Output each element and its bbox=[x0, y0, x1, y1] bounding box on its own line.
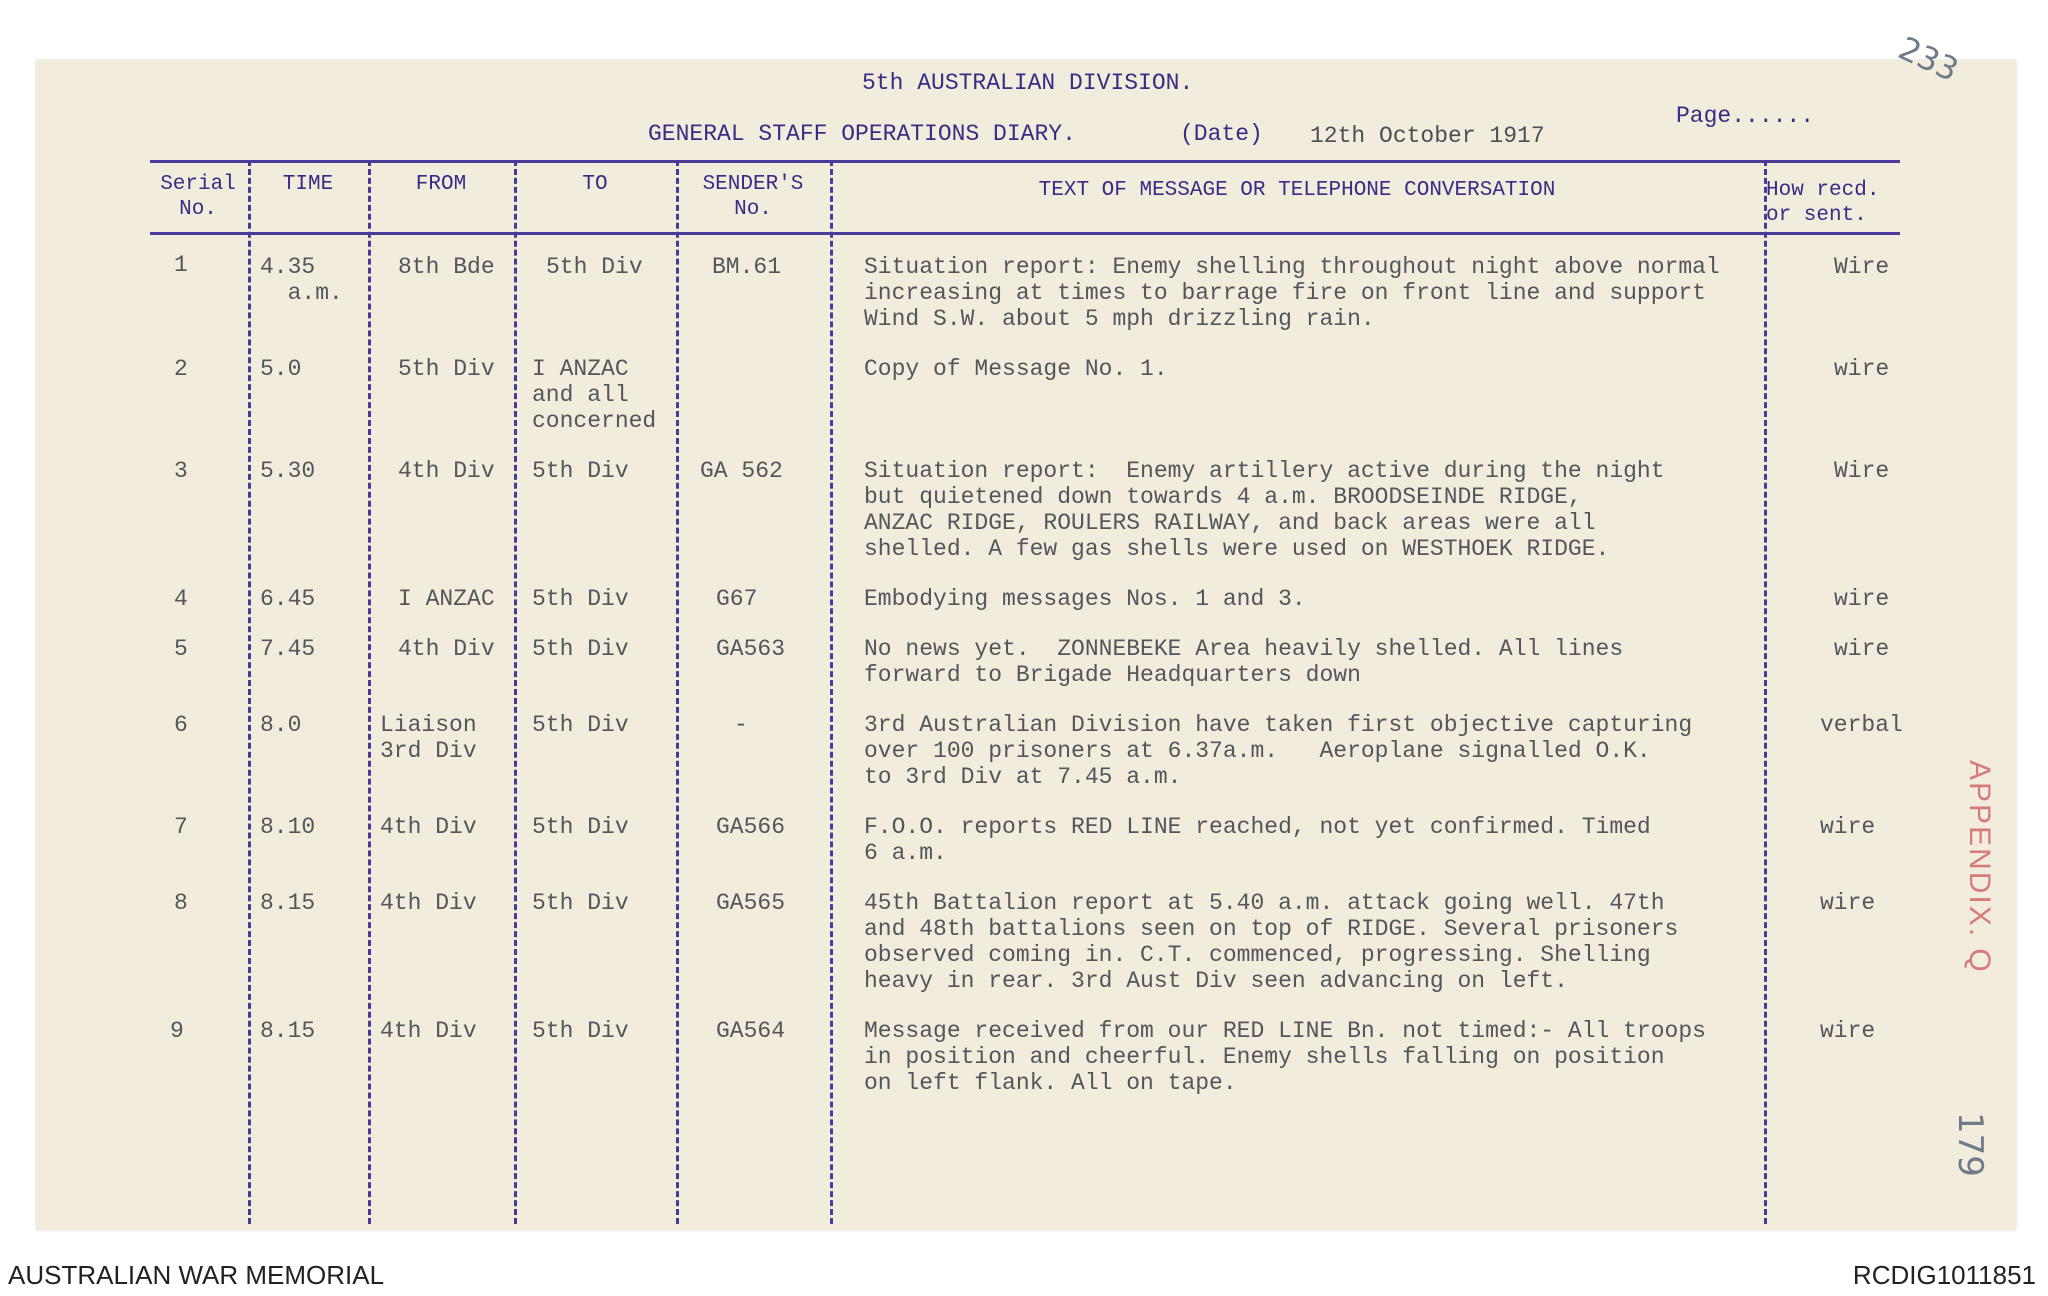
col-header-from: FROM bbox=[415, 173, 467, 196]
footer-record-id: RCDIG1011851 bbox=[1852, 1260, 2036, 1290]
row-sender: GA 562 bbox=[700, 458, 783, 484]
row-to: 5th Div bbox=[546, 254, 643, 280]
page-label: Page...... bbox=[1676, 103, 1815, 129]
row-text: No news yet. ZONNEBEKE Area heavily shelled. All lines forward to Brigade Headquarters down bbox=[864, 636, 1624, 688]
row-from: 4th Div bbox=[380, 890, 477, 916]
row-text: 45th Battalion report at 5.40 a.m. attack going well. 47th and 48th battalions seen on top of RIDGE. Several prisoners observed coming in. C.T. commenced, progressing. Shelling heavy in rear. 3rd Aust Div seen advancing on left. bbox=[864, 890, 1679, 994]
col-header-sender: SENDER'S No. bbox=[702, 173, 804, 221]
row-time: 4.35 a.m. bbox=[260, 254, 343, 306]
date-value: 12th October 1917 bbox=[1310, 123, 1545, 149]
row-text: Message received from our RED LINE Bn. not timed:- All troops in position and cheerful. Enemy shells falling on position on left flank. All on tape. bbox=[864, 1018, 1706, 1096]
row-from: 8th Bde bbox=[398, 254, 495, 280]
row-how: wire bbox=[1820, 814, 1876, 840]
row-time: 8.15 bbox=[260, 1018, 316, 1044]
row-serial: 1 bbox=[174, 252, 188, 278]
row-time: 8.0 bbox=[260, 712, 302, 738]
row-sender: GA564 bbox=[716, 1018, 786, 1044]
row-from: 4th Div bbox=[398, 458, 495, 484]
row-to: 5th Div bbox=[532, 814, 629, 840]
folio-number-side: 179 bbox=[1950, 1112, 1990, 1177]
row-text: 3rd Australian Division have taken first objective capturing over 100 prisoners at 6.37a.m. Aeroplane signalled O.K. to 3rd Div at 7.45 a.m. bbox=[864, 712, 1693, 790]
row-serial: 2 bbox=[174, 356, 188, 382]
row-to: 5th Div bbox=[532, 586, 629, 612]
row-text: Situation report: Enemy artillery active during the night but quietened down towards 4 a.m. BROODSEINDE RIDGE, ANZAC RIDGE, ROULERS RAILWAY, and back areas were all shelled. A few gas shells were used on WESTHOEK RIDGE. bbox=[864, 458, 1665, 562]
row-how: wire bbox=[1834, 636, 1890, 662]
row-serial: 9 bbox=[170, 1018, 184, 1044]
row-sender: GA565 bbox=[716, 890, 786, 916]
row-from: 4th Div bbox=[380, 814, 477, 840]
column-divider bbox=[514, 160, 517, 1224]
col-header-time: TIME bbox=[282, 173, 334, 196]
row-from: 4th Div bbox=[380, 1018, 477, 1044]
row-to: 5th Div bbox=[532, 890, 629, 916]
row-sender: GA566 bbox=[716, 814, 786, 840]
row-sender: - bbox=[734, 712, 748, 738]
row-sender: G67 bbox=[716, 586, 758, 612]
row-time: 6.45 bbox=[260, 586, 316, 612]
row-time: 5.30 bbox=[260, 458, 316, 484]
row-sender: BM.61 bbox=[712, 254, 782, 280]
row-from: I ANZAC bbox=[398, 586, 495, 612]
header-bottom-rule bbox=[150, 232, 1900, 235]
row-text: Copy of Message No. 1. bbox=[864, 356, 1168, 382]
row-time: 5.0 bbox=[260, 356, 302, 382]
row-to: I ANZAC and all concerned bbox=[532, 356, 657, 434]
row-from: 5th Div bbox=[398, 356, 495, 382]
row-serial: 3 bbox=[174, 458, 188, 484]
row-how: verbal bbox=[1820, 712, 1903, 738]
row-serial: 8 bbox=[174, 890, 188, 916]
row-to: 5th Div bbox=[532, 1018, 629, 1044]
appendix-stamp: APPENDIX. Q bbox=[1963, 760, 1996, 974]
date-label: (Date) bbox=[1180, 121, 1263, 147]
row-how: Wire bbox=[1834, 254, 1890, 280]
column-divider bbox=[368, 160, 371, 1224]
row-how: Wire bbox=[1834, 458, 1890, 484]
row-to: 5th Div bbox=[532, 636, 629, 662]
footer-credit: AUSTRALIAN WAR MEMORIAL bbox=[8, 1260, 385, 1290]
row-serial: 7 bbox=[174, 814, 188, 840]
col-header-how: How recd. or sent. bbox=[1766, 179, 1880, 227]
header-top-rule bbox=[150, 160, 1900, 163]
row-text: Embodying messages Nos. 1 and 3. bbox=[864, 586, 1306, 612]
row-to: 5th Div bbox=[532, 712, 629, 738]
row-time: 8.15 bbox=[260, 890, 316, 916]
row-from: 4th Div bbox=[398, 636, 495, 662]
column-divider bbox=[1764, 160, 1767, 1224]
col-header-serial: Serial No. bbox=[160, 173, 236, 221]
folio-number-top: 233 bbox=[1892, 28, 1965, 90]
row-text: F.O.O. reports RED LINE reached, not yet confirmed. Timed 6 a.m. bbox=[864, 814, 1651, 866]
row-time: 7.45 bbox=[260, 636, 316, 662]
row-text: Situation report: Enemy shelling throughout night above normal increasing at times to barrage fire on front line and support Wind S.W. about 5 mph drizzling rain. bbox=[864, 254, 1720, 332]
column-divider bbox=[676, 160, 679, 1224]
column-divider bbox=[248, 160, 251, 1224]
row-how: wire bbox=[1834, 586, 1890, 612]
row-serial: 6 bbox=[174, 712, 188, 738]
row-serial: 4 bbox=[174, 586, 188, 612]
row-from: Liaison 3rd Div bbox=[380, 712, 477, 764]
row-time: 8.10 bbox=[260, 814, 316, 840]
row-how: wire bbox=[1820, 890, 1876, 916]
row-sender: GA563 bbox=[716, 636, 786, 662]
row-how: wire bbox=[1834, 356, 1890, 382]
row-to: 5th Div bbox=[532, 458, 629, 484]
diary-title: GENERAL STAFF OPERATIONS DIARY. bbox=[648, 121, 1076, 147]
row-serial: 5 bbox=[174, 636, 188, 662]
col-header-to: TO bbox=[582, 173, 608, 196]
column-divider bbox=[830, 160, 833, 1224]
col-header-text: TEXT OF MESSAGE OR TELEPHONE CONVERSATION bbox=[1038, 179, 1556, 202]
division-heading: 5th AUSTRALIAN DIVISION. bbox=[862, 70, 1194, 96]
row-how: wire bbox=[1820, 1018, 1876, 1044]
